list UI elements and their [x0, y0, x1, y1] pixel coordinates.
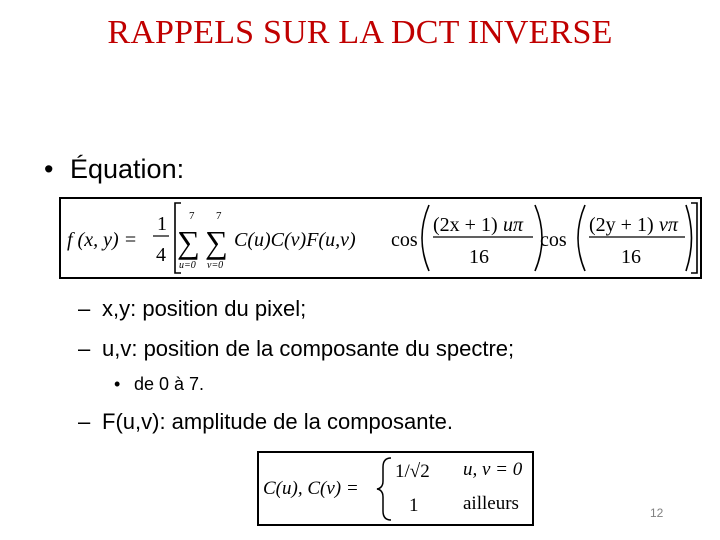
- sum-v-lower: v=0: [207, 260, 224, 271]
- equation-frac-den: 4: [156, 244, 166, 266]
- c-def-lhs: C(u), C(v) =: [263, 478, 359, 499]
- c-def-brace: [377, 458, 391, 520]
- equation-lhs: f (x, y) =: [67, 229, 138, 251]
- sum-u-upper: 7: [189, 210, 195, 222]
- main-bullet: [44, 154, 184, 185]
- cos1-num-b: uπ: [503, 214, 524, 236]
- sub-bullet-dash: –: [78, 336, 91, 361]
- sub-bullet-dash: –: [78, 296, 91, 321]
- subsub-bullet-text: de 0 à 7.: [134, 374, 205, 394]
- sub-bullet-text: F(u,v): amplitude de la composante.: [102, 409, 453, 434]
- sum-v-sigma: ∑: [205, 224, 228, 260]
- c-definition-svg: [259, 453, 532, 524]
- cos2-den: 16: [621, 246, 641, 268]
- c-def-case1-value: 1/√2: [395, 461, 430, 482]
- equation-frac-num: 1: [157, 213, 167, 235]
- cos2-num-a: (2y + 1): [589, 214, 654, 236]
- c-function-definition: [257, 451, 534, 526]
- paren-2-right: [686, 205, 692, 271]
- paren-1-left: [422, 205, 429, 271]
- sub-bullet-dash: –: [78, 409, 91, 434]
- cos1-num-a: (2x + 1): [433, 214, 498, 236]
- sub-bullet-position-pixel: [78, 296, 306, 322]
- sub-bullet-position-composante: [78, 336, 514, 362]
- cos-2: cos: [540, 229, 567, 251]
- bullet-symbol: •: [44, 154, 54, 184]
- cos1-den: 16: [469, 246, 489, 268]
- main-bullet-text: Équation:: [70, 154, 185, 184]
- c-def-case1-cond: u, v = 0: [463, 459, 523, 480]
- paren-2-left: [578, 205, 585, 271]
- sub-bullet-text: u,v: position de la composante du spectre;: [102, 336, 515, 361]
- sub-bullet-text: x,y: position du pixel;: [102, 296, 307, 321]
- idct-equation-svg: [61, 199, 700, 277]
- sub-bullet-amplitude: [78, 409, 453, 435]
- sum-v-upper: 7: [216, 210, 222, 222]
- page-number: 12: [650, 506, 664, 520]
- slide-title: RAPPELS SUR LA DCT INVERSE: [107, 14, 613, 51]
- cos-1: cos: [391, 229, 418, 251]
- cos2-num-b: vπ: [659, 214, 678, 236]
- c-def-case2-value: 1: [409, 495, 419, 516]
- subsub-bullet-range: [114, 374, 204, 395]
- subsub-bullet-symbol: •: [114, 374, 121, 394]
- sum-u-lower: u=0: [179, 260, 196, 271]
- idct-equation: [59, 197, 702, 279]
- equation-body: C(u)C(v)F(u,v): [234, 229, 356, 251]
- c-def-case2-cond: ailleurs: [463, 493, 519, 514]
- sum-u-sigma: ∑: [177, 224, 200, 260]
